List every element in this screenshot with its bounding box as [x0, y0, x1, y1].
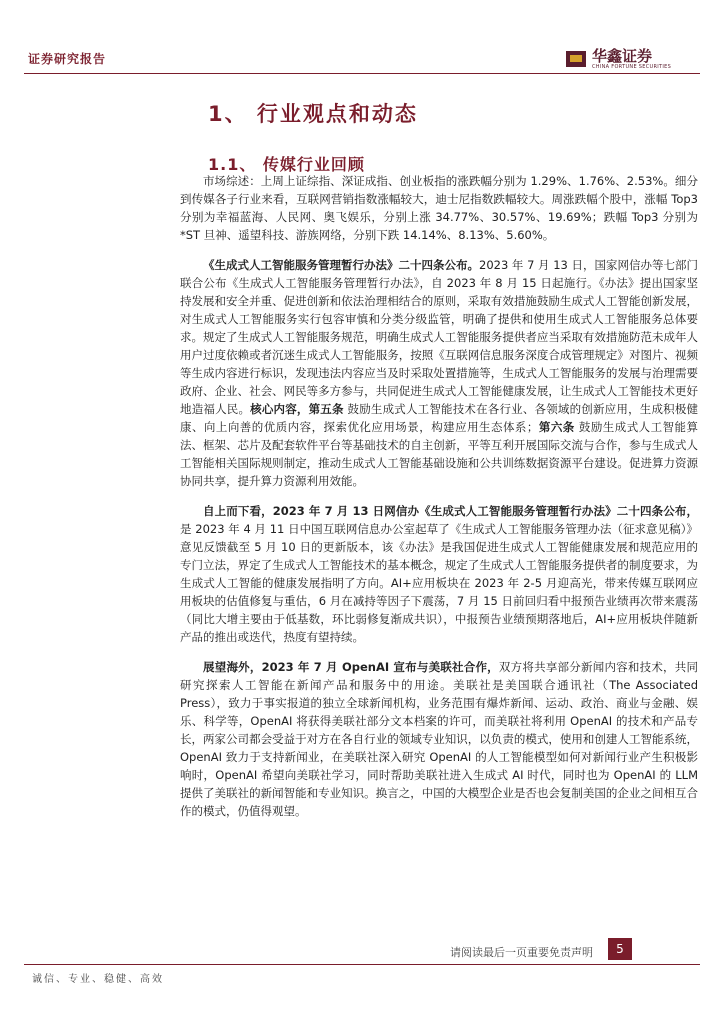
paragraph-market-summary — [180, 172, 698, 244]
disclaimer-note: 请阅读最后一页重要免责声明 — [450, 946, 593, 959]
company-logo — [566, 48, 671, 70]
paragraph-text: 是 2023 年 4 月 11 日中国互联网信息办公室起草了《生成式人工智能服务管理办法（征求意见稿）》意见反馈截至 5 月 10 日的更新版本，该《办法》是我国促进生成式人工智能健康发展和规范应用的专门立法，界定了生成式人工智能技术的基本概念，规定了生成式人工智能服务提供者的制度要求，为生成式人工智能的健康发展指明了方向。AI+应用板块在 2023 年 2-5 月迎高光，带来传媒互联网应用板块的估值修复与重估，6 月在减持等因子下震荡，7 月 15 日前回归看中报预告业绩再次带来震荡（同比大增主要由于低基数，环比弱修复渐成共识），中报预告业绩预期落地后，AI+应用板块伴随新产品的推出或迭代，热度有望持续。 — [180, 522, 698, 644]
paragraph-text: 鼓励生成式人工智能算法、框架、芯片及配套软件平台等基础技术的自主创新，平等互利开展国际交流与合作，参与生成式人工智能相关国际规则制定，推动生成式人工智能基础设施和公共训练数据资源平台建设。促进算力资源协同共享，提升算力资源利用效能。 — [180, 420, 699, 488]
logo-subtext: CHINA FORTUNE SECURITIES — [592, 64, 672, 70]
paragraph-lead: 《生成式人工智能服务管理暂行办法》二十四条公布。 — [203, 258, 479, 272]
logo-text: 华鑫证券 — [592, 47, 653, 65]
paragraph-overseas — [180, 658, 698, 820]
paragraph-lead: 自上而下看，2023 年 7 月 13 日网信办《生成式人工智能服务管理暂行办法》二十四条公布， — [203, 504, 698, 518]
logo-icon — [566, 51, 586, 67]
paragraph-keyword: 第六条 — [538, 420, 575, 434]
header-divider — [24, 73, 700, 74]
paragraph-text: 市场综述：上周上证综指、深证成指、创业板指的涨跌幅分别为 1.29%、1.76%、2.53%。细分到传媒各子行业来看，互联网营销指数涨幅较大，迪士尼指数跌幅较大。周涨跌幅个股中，涨幅 Top3 分别为幸福蓝海、人民网、奥飞娱乐，分别上涨 34.77%、30.57%、19.69%；跌幅 Top3 分别为*ST 旦神、遥望科技、游族网络，分别下跌 14.14%、8.13%、5.60%。 — [180, 174, 698, 242]
body-text — [180, 172, 698, 832]
paragraph-text: 双方将共享部分新闻内容和技术，共同研究探索人工智能在新闻产品和服务中的用途。美联社是美国联合通讯社（The Associated Press），致力于事实报道的独立全球新闻机构，业务范围有爆炸新闻、运动、政治、商业与金融、娱乐、科学等，OpenAI 将获得美联社部分文本档案的许可，而美联社将利用 OpenAI 的技术和产品专长，两家公司都会受益于对方在各自行业的领域专业知识，以负责的模式，使用和创建人工智能系统，OpenAI 致力于支持新闻业，在美联社深入研究 OpenAI 的人工智能模型如何对新闻行业产生积极影响时，OpenAI 希望向美联社学习，同时帮助美联社进入生成式 AI 时代，同时也为 OpenAI 的 LLM 提供了美联社的新闻智能和专业知识。换言之，中国的大模型企业是否也会复制美国的企业之间相互合作的模式，仍值得观望。 — [180, 660, 699, 818]
paragraph-keyword: 核心内容，第五条 — [250, 402, 344, 416]
section-heading: 1、 行业观点和动态 — [208, 102, 418, 126]
header-label: 证券研究报告 — [28, 52, 107, 66]
paragraph-text: 鼓励生成式人工智能技术在各行业、各领域的创新应用，生成积极健康、向上向善的优质内容，探索优化应用场景，构建应用生态体系； — [180, 402, 699, 434]
footer-slogan: 诚信、专业、稳健、高效 — [32, 974, 164, 985]
paragraph-lead: 展望海外，2023 年 7 月 OpenAI 宣布与美联社合作， — [203, 660, 499, 674]
page-number: 5 — [608, 938, 632, 960]
subsection-heading: 1.1、 传媒行业回顾 — [208, 155, 365, 174]
paragraph-ai-regulation — [180, 256, 698, 490]
paragraph-text: 2023 年 7 月 13 日，国家网信办等七部门联合公布《生成式人工智能服务管理暂行办法》，自 2023 年 8 月 15 日起施行。《办法》提出国家坚持发展和安全并重、促进创新和依法治理相结合的原则，采取有效措施鼓励生成式人工智能创新发展，对生成式人工智能服务实行包容审慎和分类分级监管，明确了提供和使用生成式人工智能服务总体要求。规定了生成式人工智能服务规范，明确生成式人工智能服务提供者应当采取有效措施防范未成年人用户过度依赖或者沉迷生成式人工智能服务，按照《互联网信息服务深度合成管理规定》对图片、视频等生成内容进行标识，发现违法内容应当及时采取处置措施等，生成式人工智能服务的发展与治理需要政府、企业、社会、网民等多方参与，共同促进生成式人工智能健康发展，让生成式人工智能技术更好地造福人民。 — [180, 258, 698, 416]
footer-divider — [24, 964, 700, 965]
paragraph-top-down — [180, 502, 698, 646]
